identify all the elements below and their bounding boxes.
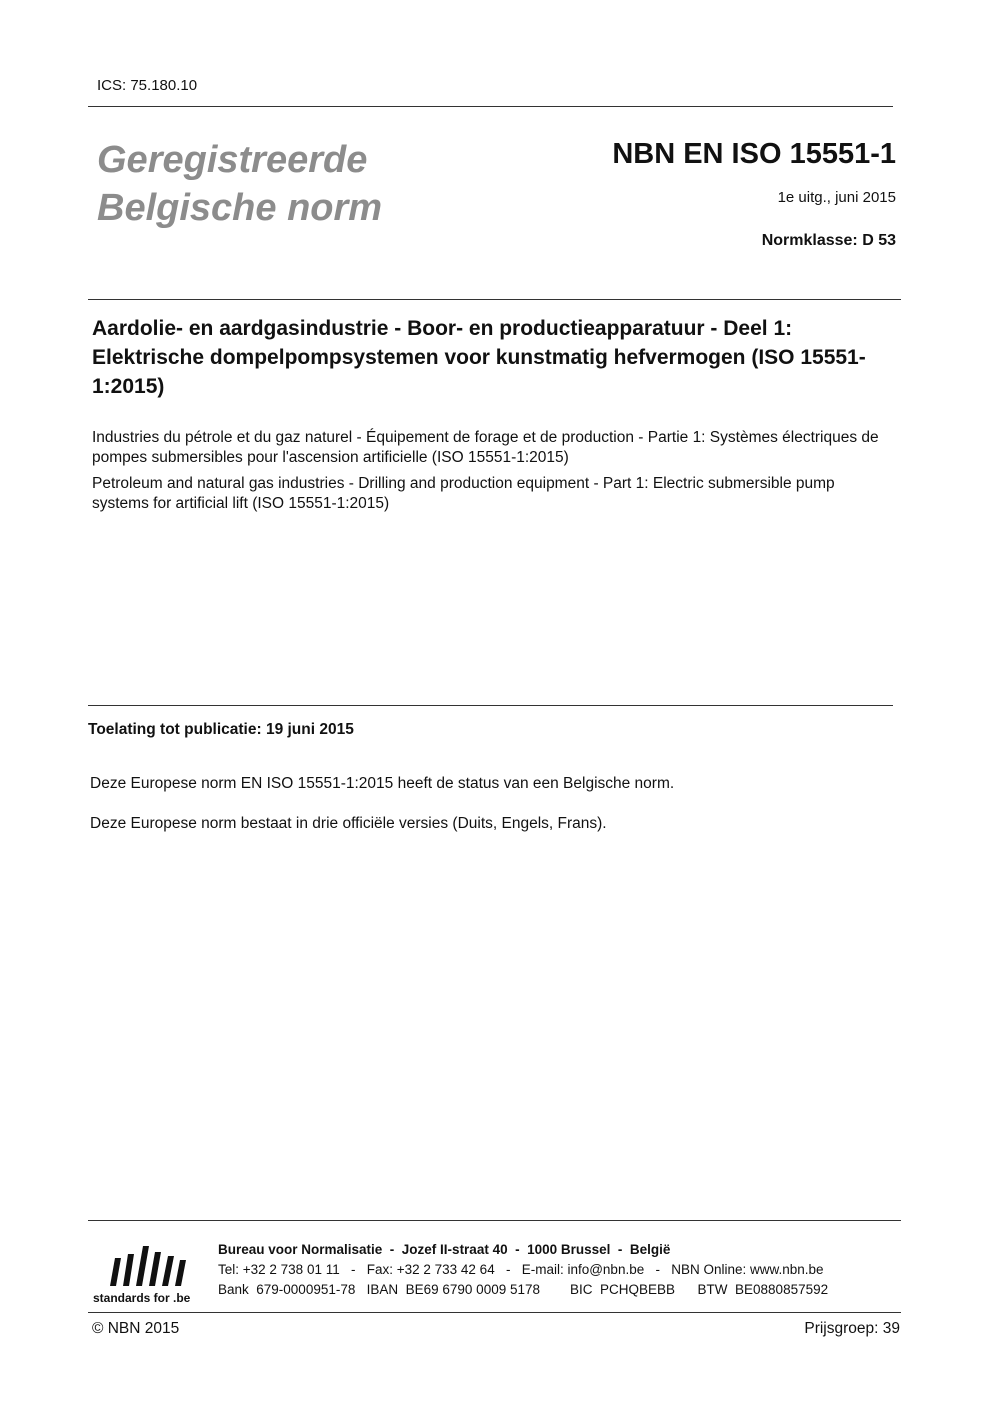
title-rule — [88, 299, 901, 300]
copyright: © NBN 2015 — [92, 1320, 180, 1337]
edition: 1e uitg., juni 2015 — [777, 189, 896, 206]
footer-contact: Tel: +32 2 738 01 11 - Fax: +32 2 733 42 64 - E-mail: info@nbn.be - NBN Online: www.nbn.be — [218, 1262, 824, 1277]
publication-approval: Toelating tot publicatie: 19 juni 2015 — [88, 721, 354, 738]
french-title: Industries du pétrole et du gaz naturel - Équipement de forage et de production - Partie 1: Systèmes électriques de pompes submersibles pour l'ascension artificielle (ISO 15551-1:2015) — [92, 429, 879, 466]
top-rule — [88, 106, 893, 107]
status-statement: Deze Europese norm EN ISO 15551-1:2015 heeft de status van een Belgische norm. — [90, 775, 675, 792]
nbn-logo — [92, 1238, 204, 1306]
standard-code: NBN EN ISO 15551-1 — [612, 138, 896, 170]
registered-line-2: Belgische norm — [97, 187, 383, 229]
ics-code: ICS: 75.180.10 — [97, 77, 198, 94]
registered-line-1: Geregistreerde — [97, 139, 368, 181]
svg-text:standards for .be: standards for .be — [93, 1291, 191, 1305]
footer-address: Bureau voor Normalisatie - Jozef II-straat 40 - 1000 Brussel - België — [218, 1242, 671, 1257]
versions-statement: Deze Europese norm bestaat in drie officiële versies (Duits, Engels, Frans). — [90, 815, 607, 832]
registered-norm-heading — [97, 136, 382, 232]
dutch-title: Aardolie- en aardgasindustrie - Boor- en productieapparatuur - Deel 1: Elektrische dompelpompsystemen voor kunstmatig hefvermogen (ISO 15551-1:2015) — [92, 317, 866, 398]
footer-bank: Bank 679-0000951-78 IBAN BE69 6790 0009 5178 BIC PCHQBEBB BTW BE0880857592 — [218, 1282, 829, 1297]
price-group: Prijsgroep: 39 — [804, 1320, 900, 1337]
english-title: Petroleum and natural gas industries - Drilling and production equipment - Part 1: Electric submersible pump systems for artificial lift (ISO 15551-1:2015) — [92, 475, 835, 512]
nbn-logo-mark — [92, 1238, 204, 1306]
norm-class: Normklasse: D 53 — [761, 232, 896, 249]
footer-rule — [88, 1220, 901, 1221]
bottom-rule — [88, 1312, 901, 1313]
publication-rule — [88, 705, 893, 706]
